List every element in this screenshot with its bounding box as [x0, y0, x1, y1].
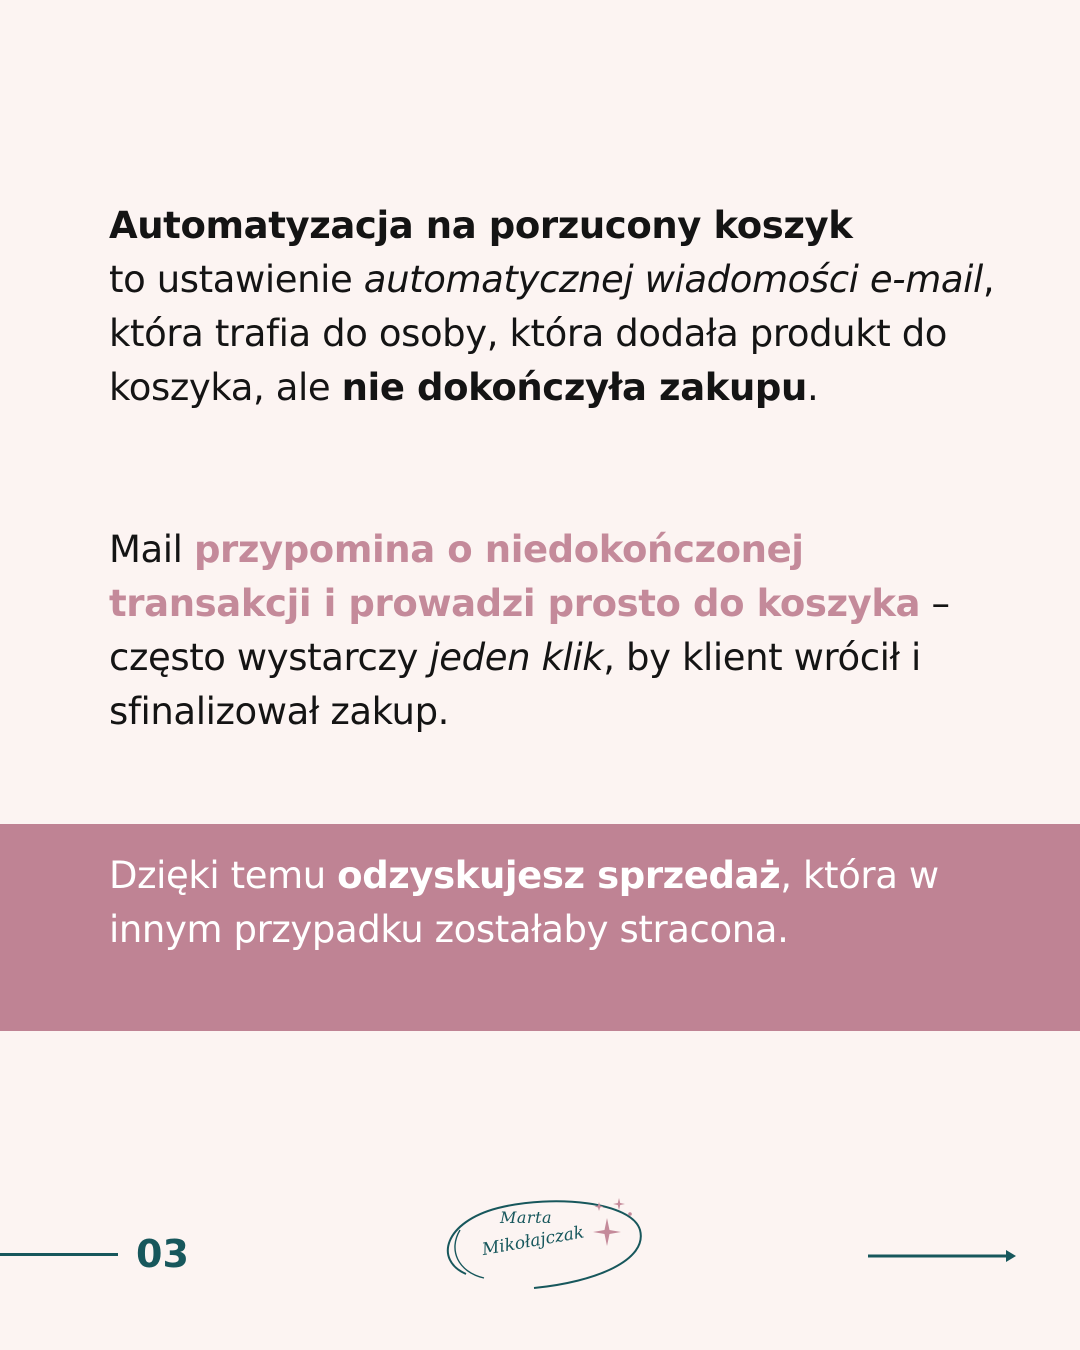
intro-italic: automatycznej wiadomości e-mail	[363, 258, 983, 301]
mail-text-1: – często wystarczy	[109, 582, 950, 679]
band-text	[109, 849, 1009, 957]
sparkle-icon	[593, 1198, 632, 1246]
band-lead: Dzięki temu	[109, 854, 326, 897]
highlight-band	[0, 824, 1080, 1031]
intro-title: Automatyzacja na porzucony koszyk	[109, 204, 853, 247]
mail-text-2: , by klient wrócił i sfinalizował zakup.	[109, 636, 921, 733]
mail-lead: Mail	[109, 528, 183, 571]
band-rest: , która w innym przypadku zostałaby stracona.	[109, 854, 939, 951]
logo-last-name: Mikołajczak	[480, 1222, 586, 1260]
mail-paragraph	[109, 523, 1009, 739]
intro-text-1: to ustawienie	[109, 258, 353, 301]
intro-bold: nie dokończyła zakupu	[341, 366, 807, 409]
page-number: 03	[136, 1232, 189, 1276]
arrow-right-icon[interactable]	[866, 1244, 1022, 1268]
mail-highlight: przypomina o niedokończonej transakcji i prowadzi prosto do koszyka	[109, 528, 921, 625]
band-bold: odzyskujesz sprzedaż	[337, 854, 781, 897]
logo-first-name: Marta	[500, 1208, 553, 1227]
intro-paragraph	[109, 199, 1009, 415]
intro-text-2: , która trafia do osoby, która dodała produkt do koszyka, ale	[109, 258, 995, 409]
page-indicator-line	[0, 1253, 118, 1256]
logo	[436, 1190, 648, 1294]
intro-end: .	[806, 366, 819, 409]
mail-italic: jeden klik	[429, 636, 604, 679]
